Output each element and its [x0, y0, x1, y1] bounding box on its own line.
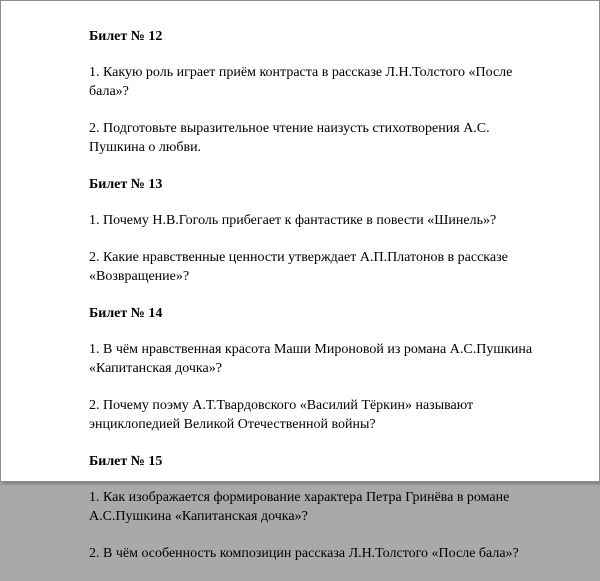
- question-1: 1. В чём нравственная красота Маши Мироновой из романа А.С.Пушкина «Капитанская дочка»?: [89, 342, 533, 376]
- question-2: 2. Почему поэму А.Т.Твардовского «Василий Тёркин» называют энциклопедией Великой Отечественной войны?: [89, 398, 474, 432]
- ticket-13: [89, 175, 549, 286]
- page-content: [89, 27, 549, 581]
- question-1: 1. Какую роль играет приём контраста в рассказе Л.Н.Толстого «После бала»?: [89, 65, 513, 99]
- question-2: 2. В чём особенность композицин рассказа Л.Н.Толстого «После бала»?: [89, 546, 519, 561]
- ticket-14: [89, 304, 549, 434]
- ticket-heading: Билет № 15: [89, 454, 163, 469]
- question-1: 1. Как изображается формирование характера Петра Гринёва в романе А.С.Пушкина «Капитанская дочка»?: [89, 490, 510, 524]
- question-2: 2. Какие нравственные ценности утверждает А.П.Платонов в рассказе «Возвращение»?: [89, 250, 508, 284]
- ticket-heading: Билет № 13: [89, 177, 163, 192]
- ticket-heading: Билет № 14: [89, 306, 163, 321]
- question-2: 2. Подготовьте выразительное чтение наизусть стихотворения А.С. Пушкина о любви.: [89, 121, 490, 155]
- ticket-heading: Билет № 12: [89, 29, 163, 44]
- ticket-12: [89, 27, 549, 157]
- question-1: 1. Почему Н.В.Гоголь прибегает к фантастике в повести «Шинель»?: [89, 213, 497, 228]
- ticket-15: [89, 452, 549, 563]
